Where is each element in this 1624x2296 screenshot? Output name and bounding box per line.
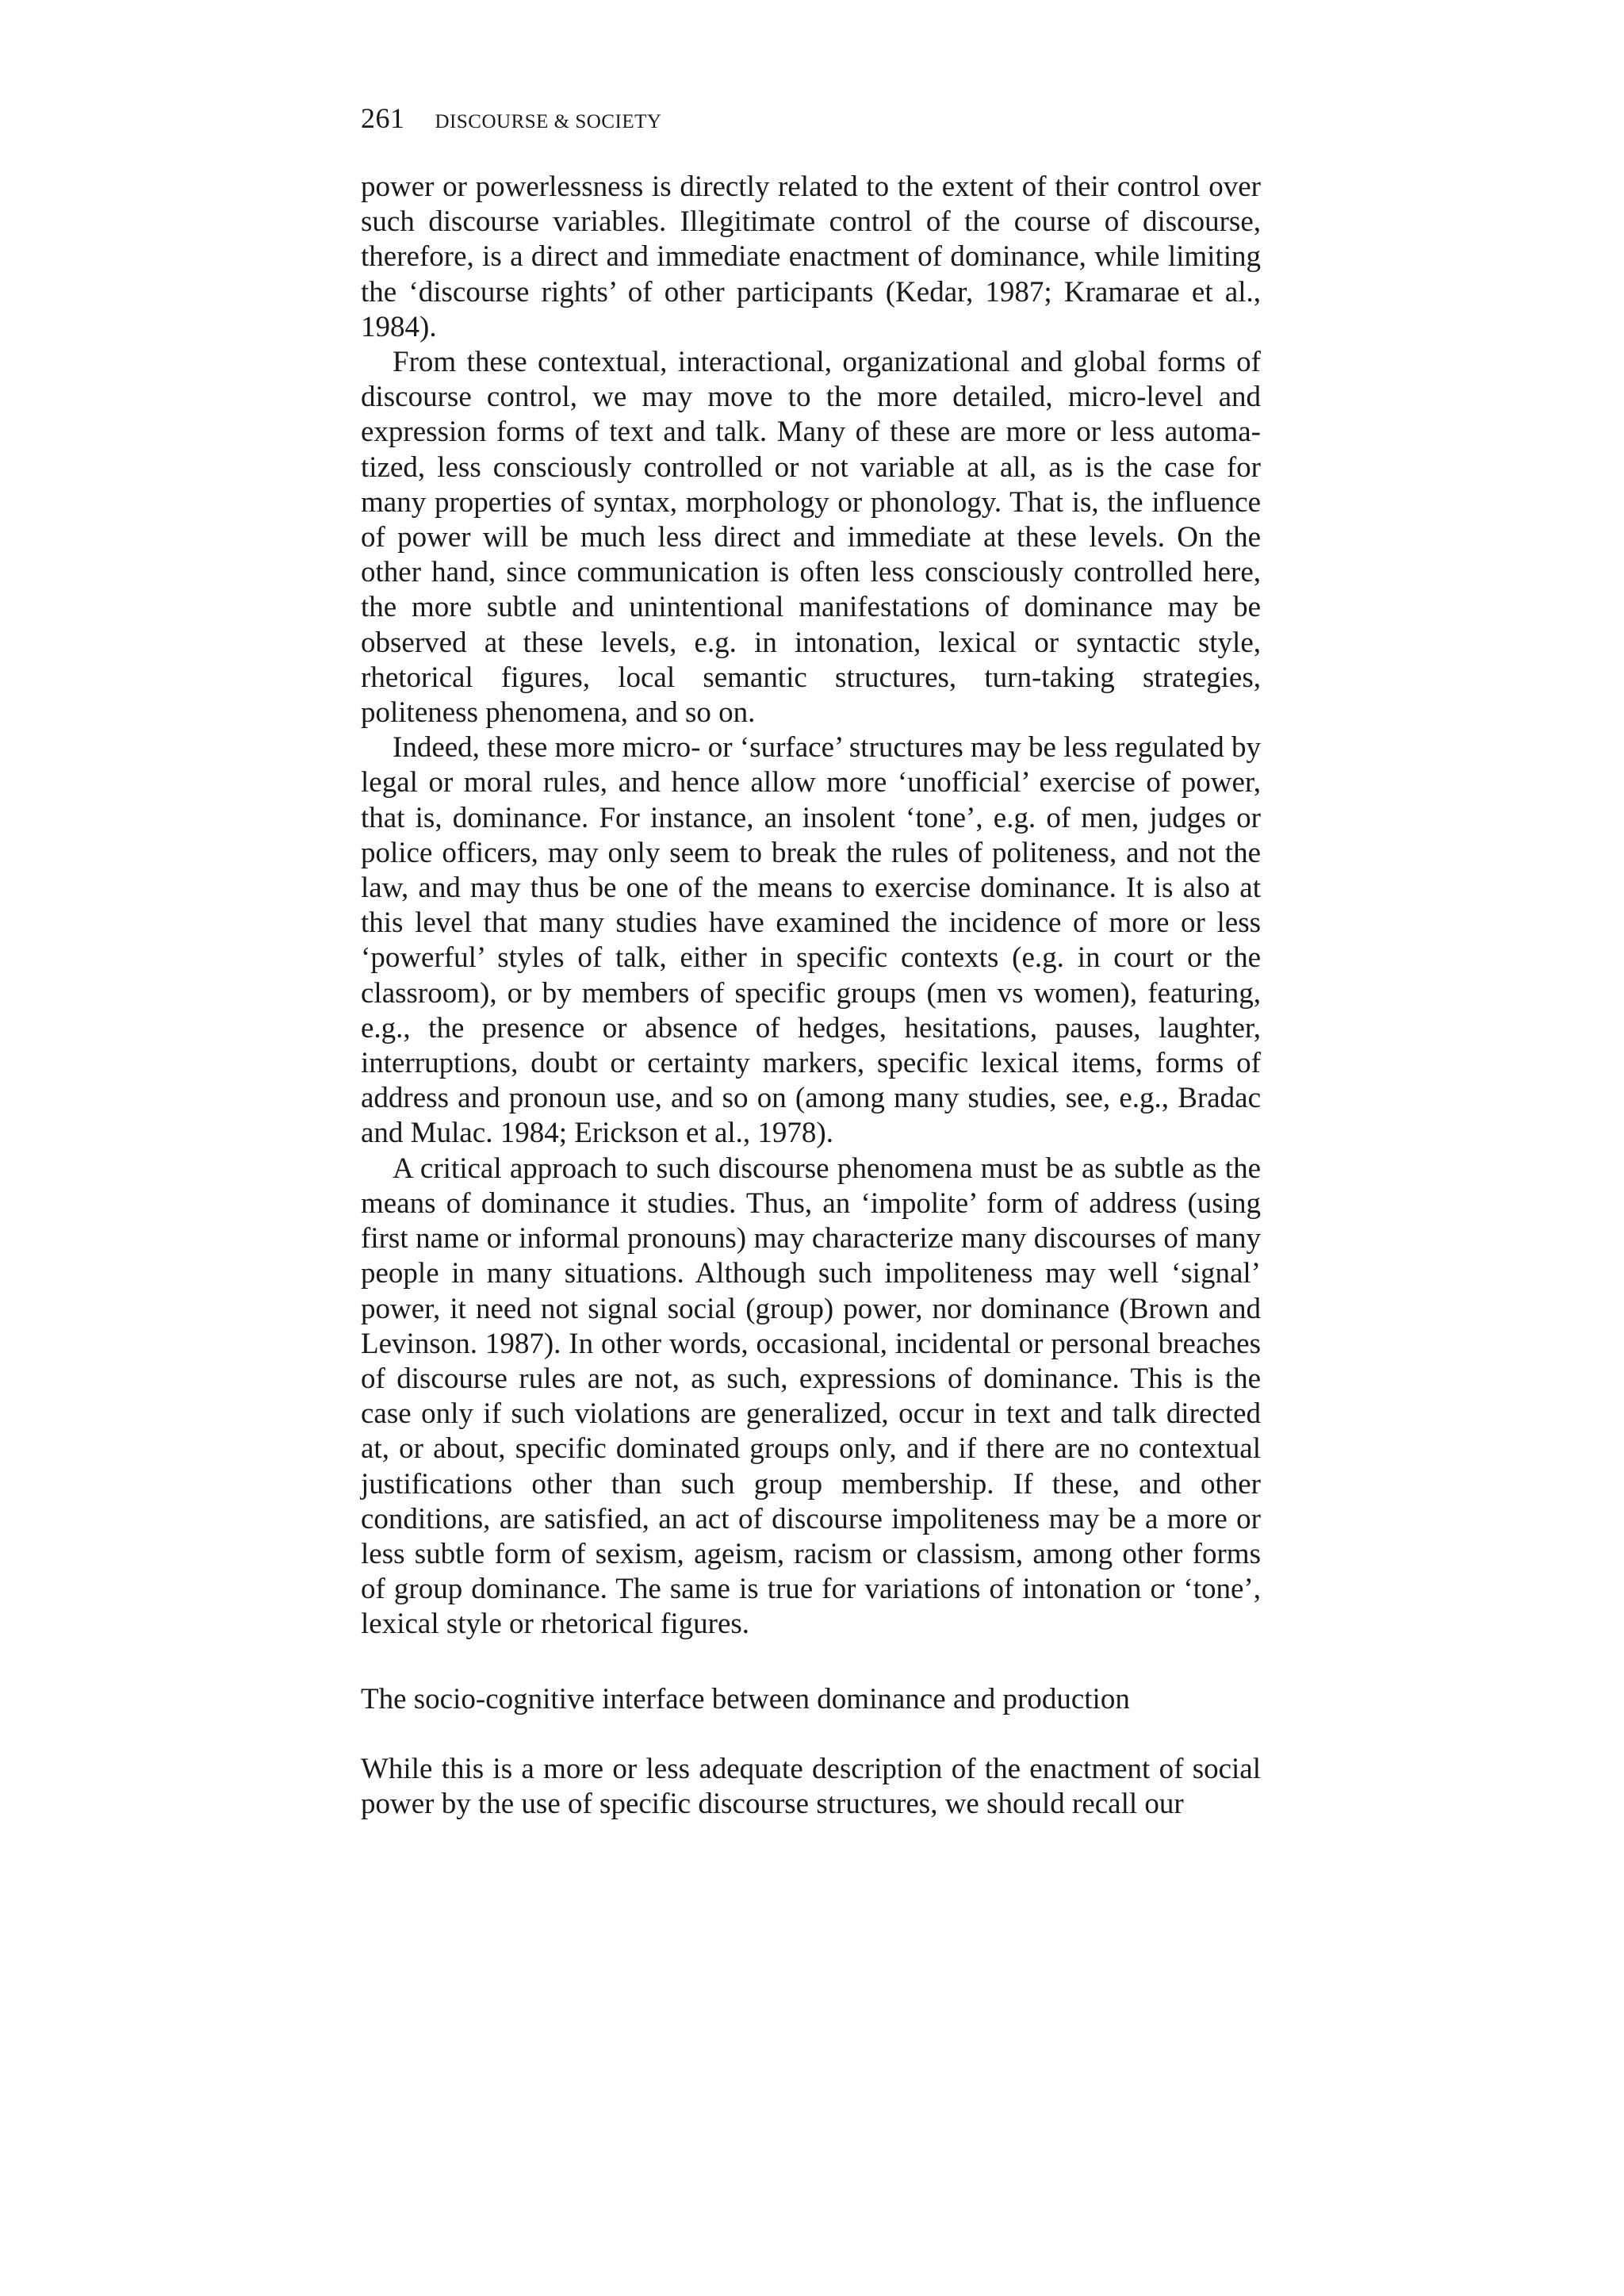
page [361,102,1261,1822]
page-number: 261 [361,102,405,134]
running-head [361,102,1261,149]
journal-title: DISCOURSE & SOCIETY [435,111,662,132]
section-heading: The socio-cognitive interface between dominance and production [361,1682,1130,1715]
paragraph-continued: power or powerlessness is directly related to the extent of their control over such discourse variables. Illegitimate control of the course of discourse, therefore, is a direct and immediate enactment of dominance, while limiting the ‘discourse rights’ of other participants (Kedar, 1987; Kramarae et al., 1984). [361,171,1261,343]
section-body [361,1752,1261,1822]
body-text [361,170,1261,1642]
paragraph: A critical approach to such discourse phenomena must be as subtle as the means of dominance it studies. Thus, an ‘impolite’ form of address (using first name or informal pronouns) may characterize many discourses of many people in many situations. Although such impoliteness may well ‘signal’ power, it need not signal social (group) power, nor dominance (Brown and Levinson. 1987). In other words, occasional, incidental or personal breaches of discourse rules are not, as such, expressions of dominance. This is the case only if such violations are generalized, occur in text and talk directed at, or about, specific dominated groups only, and if there are no contextual justifications other than such group membership. If these, and other conditions, are satisfied, an act of discourse impoliteness may be a more or less subtle form of sexism, ageism, racism or classism, among other forms of group dominance. The same is true for variations of intonation or ‘tone’, lexical style or rhetorical figures. [361,1152,1261,1641]
paragraph: Indeed, these more micro- or ‘surface’ structures may be less regulated by legal or moral rules, and hence allow more ‘unofficial’ exercise of power, that is, dominance. For instance, an insolent ‘tone’, e.g. of men, judges or police officers, may only seem to break the rules of politeness, and not the law, and may thus be one of the means to exercise dominance. It is also at this level that many studies have examined the incidence of more or less ‘powerful’ styles of talk, either in specific contexts (e.g. in court or the classroom), or by members of specific groups (men vs women), featuring, e.g., the presence or absence of hedges, hesitations, pauses, laughter, interruptions, doubt or certainty markers, specific lexical items, forms of address and pronoun use, and so on (among many studies, see, e.g., Bradac and Mulac. 1984; Erickson et al., 1978). [361,731,1261,1150]
paragraph: From these contextual, interactional, organizational and global forms of discourse control, we may move to the more detailed, micro-level and expression forms of text and talk. Many of these are more or less automatized, less consciously controlled or not variable at all, as is the case for many properties of syntax, morphology or phonology. That is, the influence of power will be much less direct and immediate at these levels. On the other hand, since communication is often less consciously controlled here, the more subtle and unintentional manifestations of dominance may be observed at these levels, e.g. in intonation, lexical or syntactic style, rhetorical figures, local semantic structures, turn-taking strategies, politeness phenomena, and so on. [361,346,1261,730]
paragraph: While this is a more or less adequate description of the enactment of social power by the use of specific discourse structures, we should recall our [361,1752,1261,1820]
